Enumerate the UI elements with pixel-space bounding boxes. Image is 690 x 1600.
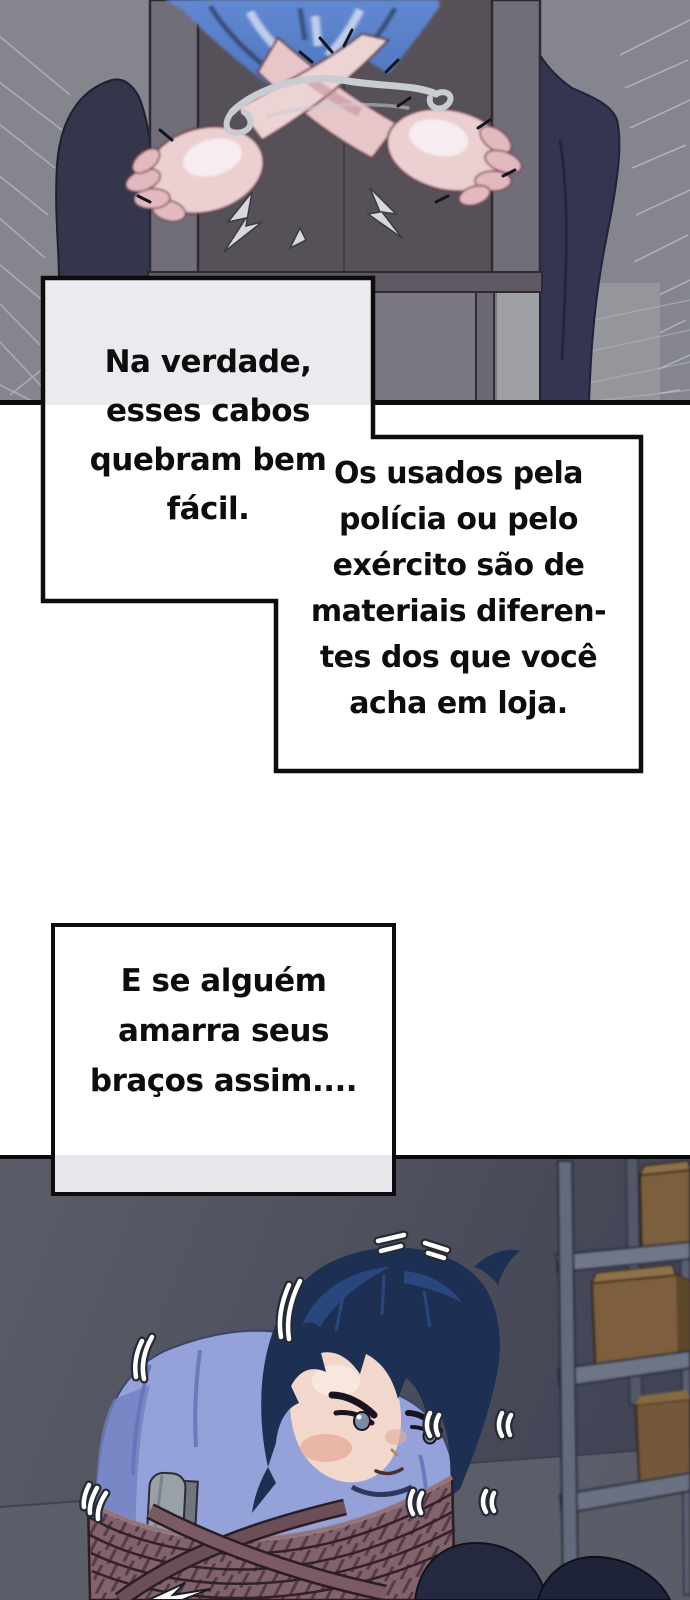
dialogue-line: materiais diferen- bbox=[310, 594, 607, 629]
dialogue-line: E se alguém bbox=[120, 963, 327, 999]
dialogue-line: quebram bem bbox=[89, 442, 327, 478]
dialogue-bubble-2 bbox=[283, 451, 634, 727]
dialogue-bubble-3 bbox=[58, 956, 389, 1106]
dialogue-line: braços assim.... bbox=[89, 1063, 358, 1099]
dialogue-line: exército são de bbox=[332, 548, 585, 583]
dialogue-line: Os usados pela bbox=[334, 456, 583, 491]
dialogue-line: tes dos que você bbox=[319, 640, 598, 675]
dialogue-line: esses cabos bbox=[106, 393, 310, 429]
dialogue-line: acha em loja. bbox=[349, 686, 568, 721]
dialogue-line: fácil. bbox=[166, 491, 250, 527]
bottom-panel-illustration bbox=[0, 1155, 690, 1600]
dialogue-line: Na verdade, bbox=[104, 344, 312, 380]
dialogue-line: amarra seus bbox=[118, 1013, 329, 1049]
dialogue-line: polícia ou pelo bbox=[338, 502, 579, 537]
cheek-blush bbox=[300, 1434, 352, 1462]
